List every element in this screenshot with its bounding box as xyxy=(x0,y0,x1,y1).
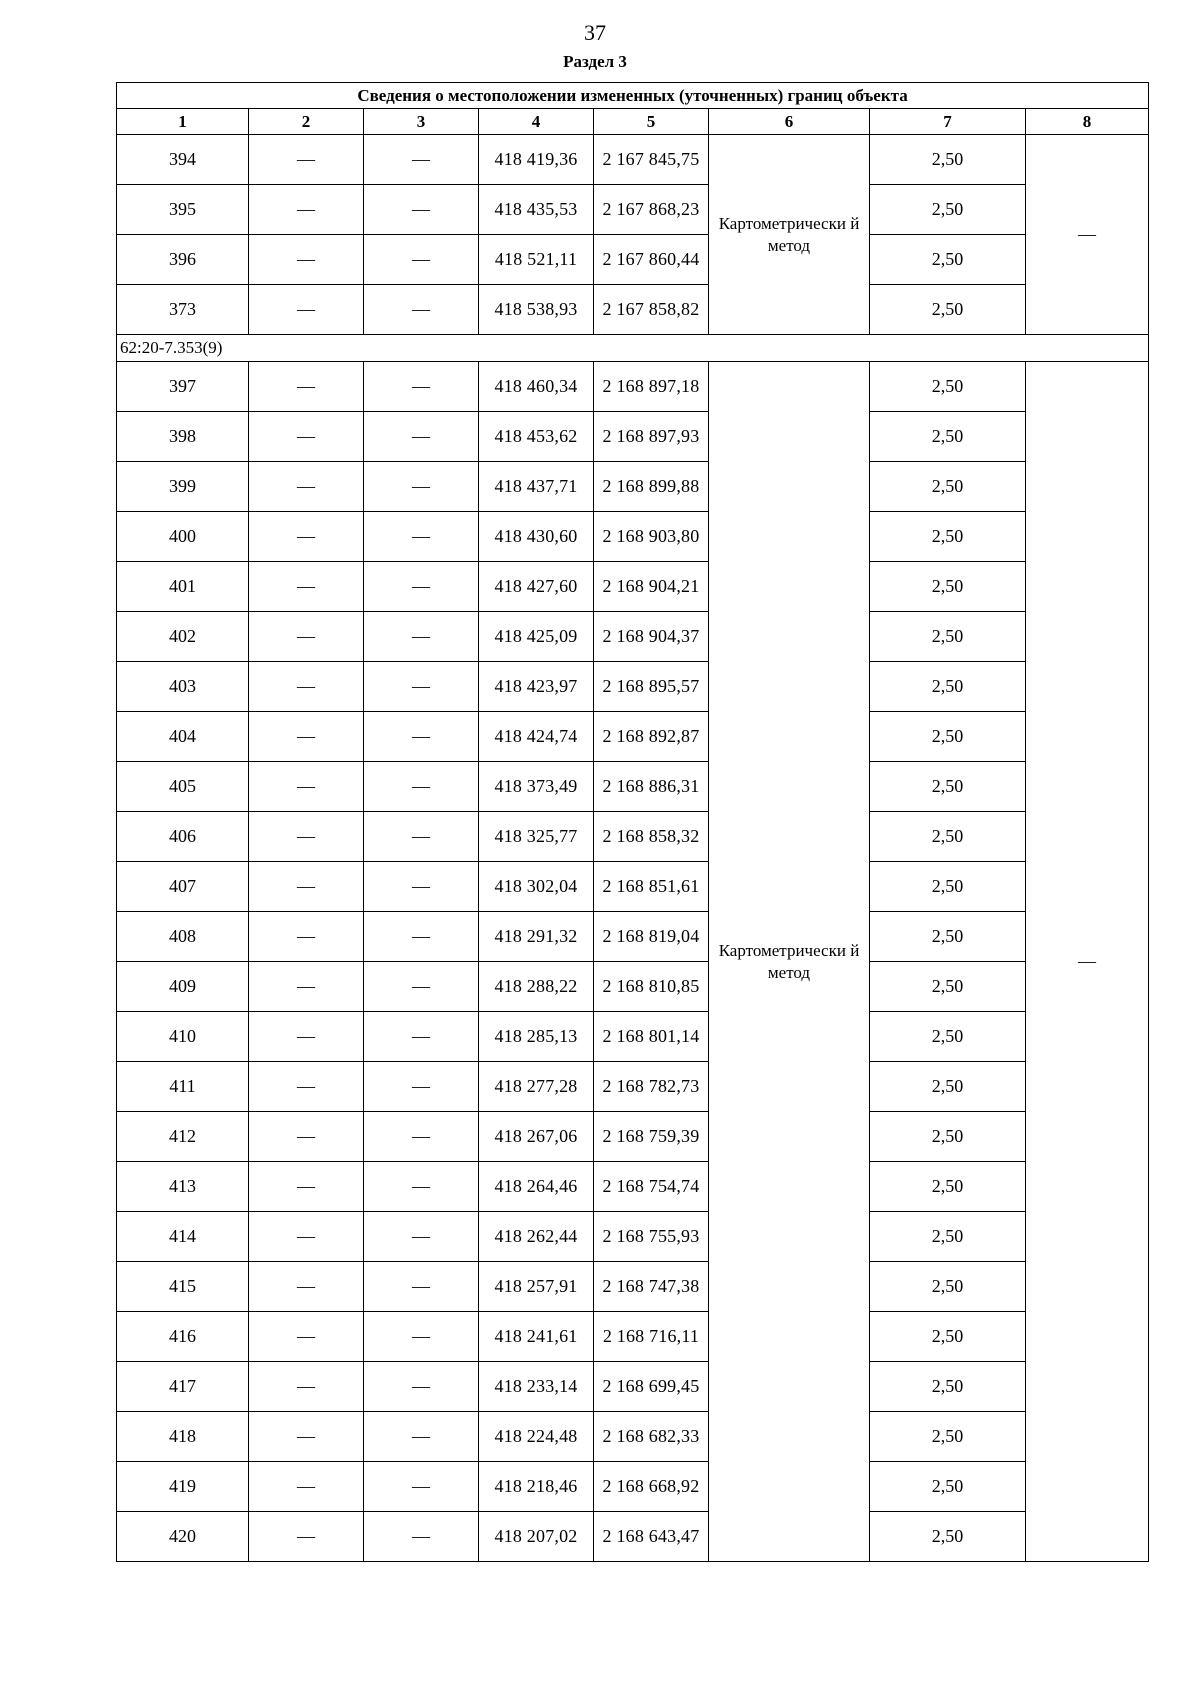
cell-col3: — xyxy=(364,612,479,662)
coord-x-cell: 418 538,93 xyxy=(479,285,594,335)
precision-cell: 2,50 xyxy=(870,1262,1026,1312)
coord-y-cell: 2 167 860,44 xyxy=(594,235,709,285)
coord-x-cell: 418 423,97 xyxy=(479,662,594,712)
table-row xyxy=(117,1412,1149,1462)
point-number-cell: 399 xyxy=(117,462,249,512)
table-row xyxy=(117,962,1149,1012)
table-row xyxy=(117,1462,1149,1512)
method-cell: Картометрически й метод xyxy=(709,135,870,335)
coord-x-cell: 418 435,53 xyxy=(479,185,594,235)
coord-y-cell: 2 168 895,57 xyxy=(594,662,709,712)
cell-col2: — xyxy=(249,1212,364,1262)
cell-col3: — xyxy=(364,1012,479,1062)
table-row xyxy=(117,235,1149,285)
coord-x-cell: 418 257,91 xyxy=(479,1262,594,1312)
point-number-cell: 397 xyxy=(117,362,249,412)
point-number-cell: 412 xyxy=(117,1112,249,1162)
cell-col2: — xyxy=(249,562,364,612)
coord-y-cell: 2 168 747,38 xyxy=(594,1262,709,1312)
coord-x-cell: 418 430,60 xyxy=(479,512,594,562)
precision-cell: 2,50 xyxy=(870,1512,1026,1562)
cell-col2: — xyxy=(249,135,364,185)
cell-col3: — xyxy=(364,1412,479,1462)
cell-col2: — xyxy=(249,1162,364,1212)
coord-y-cell: 2 168 643,47 xyxy=(594,1512,709,1562)
precision-cell: 2,50 xyxy=(870,962,1026,1012)
precision-cell: 2,50 xyxy=(870,1212,1026,1262)
coord-x-cell: 418 224,48 xyxy=(479,1412,594,1462)
coord-x-cell: 418 373,49 xyxy=(479,762,594,812)
point-number-cell: 401 xyxy=(117,562,249,612)
coord-y-cell: 2 168 897,93 xyxy=(594,412,709,462)
cell-col2: — xyxy=(249,285,364,335)
coord-y-cell: 2 168 904,37 xyxy=(594,612,709,662)
cell-col3: — xyxy=(364,1112,479,1162)
precision-cell: 2,50 xyxy=(870,235,1026,285)
coord-x-cell: 418 460,34 xyxy=(479,362,594,412)
cell-col2: — xyxy=(249,412,364,462)
coord-x-cell: 418 302,04 xyxy=(479,862,594,912)
precision-cell: 2,50 xyxy=(870,1412,1026,1462)
table-row xyxy=(117,285,1149,335)
cell-col2: — xyxy=(249,362,364,412)
table-row xyxy=(117,862,1149,912)
cell-col2: — xyxy=(249,762,364,812)
column-header: 4 xyxy=(479,109,594,135)
coord-y-cell: 2 168 759,39 xyxy=(594,1112,709,1162)
table-row xyxy=(117,362,1149,412)
parcel-number: 62:20-7.353(9) xyxy=(117,335,1149,362)
table-row xyxy=(117,1012,1149,1062)
coord-y-cell: 2 168 886,31 xyxy=(594,762,709,812)
cell-col3: — xyxy=(364,812,479,862)
table-row xyxy=(117,1362,1149,1412)
table-row xyxy=(117,1512,1149,1562)
cell-col2: — xyxy=(249,912,364,962)
cell-col3: — xyxy=(364,912,479,962)
point-number-cell: 400 xyxy=(117,512,249,562)
point-number-cell: 406 xyxy=(117,812,249,862)
table-caption: Сведения о местоположении измененных (уточненных) границ объекта xyxy=(117,83,1149,109)
coord-x-cell: 418 207,02 xyxy=(479,1512,594,1562)
coord-x-cell: 418 262,44 xyxy=(479,1212,594,1262)
cell-col2: — xyxy=(249,612,364,662)
cell-col3: — xyxy=(364,1162,479,1212)
point-number-cell: 410 xyxy=(117,1012,249,1062)
precision-cell: 2,50 xyxy=(870,562,1026,612)
column-header: 2 xyxy=(249,109,364,135)
boundary-points-table xyxy=(116,82,1149,1562)
coord-y-cell: 2 168 904,21 xyxy=(594,562,709,612)
table-row xyxy=(117,185,1149,235)
cell-col2: — xyxy=(249,812,364,862)
coord-y-cell: 2 168 668,92 xyxy=(594,1462,709,1512)
precision-cell: 2,50 xyxy=(870,662,1026,712)
precision-cell: 2,50 xyxy=(870,812,1026,862)
coord-y-cell: 2 168 754,74 xyxy=(594,1162,709,1212)
cell-col2: — xyxy=(249,235,364,285)
point-number-cell: 396 xyxy=(117,235,249,285)
precision-cell: 2,50 xyxy=(870,1012,1026,1062)
precision-cell: 2,50 xyxy=(870,762,1026,812)
point-number-cell: 415 xyxy=(117,1262,249,1312)
coord-x-cell: 418 285,13 xyxy=(479,1012,594,1062)
table-row xyxy=(117,812,1149,862)
point-number-cell: 407 xyxy=(117,862,249,912)
section-title: Раздел 3 xyxy=(563,52,627,71)
coord-x-cell: 418 291,32 xyxy=(479,912,594,962)
point-number-cell: 414 xyxy=(117,1212,249,1262)
table-row xyxy=(117,412,1149,462)
cell-col2: — xyxy=(249,1362,364,1412)
coord-y-cell: 2 168 782,73 xyxy=(594,1062,709,1112)
coord-x-cell: 418 218,46 xyxy=(479,1462,594,1512)
table-row xyxy=(117,135,1149,185)
coord-y-cell: 2 168 892,87 xyxy=(594,712,709,762)
precision-cell: 2,50 xyxy=(870,1062,1026,1112)
column-header: 8 xyxy=(1026,109,1149,135)
cell-col3: — xyxy=(364,662,479,712)
coord-y-cell: 2 167 845,75 xyxy=(594,135,709,185)
point-number-cell: 408 xyxy=(117,912,249,962)
column-header: 6 xyxy=(709,109,870,135)
header-row xyxy=(117,109,1149,135)
coord-y-cell: 2 168 682,33 xyxy=(594,1412,709,1462)
coord-x-cell: 418 427,60 xyxy=(479,562,594,612)
point-number-cell: 409 xyxy=(117,962,249,1012)
table-row xyxy=(117,762,1149,812)
table-row xyxy=(117,912,1149,962)
table-row xyxy=(117,612,1149,662)
coord-y-cell: 2 168 819,04 xyxy=(594,912,709,962)
cell-col2: — xyxy=(249,1312,364,1362)
table-row xyxy=(117,1312,1149,1362)
precision-cell: 2,50 xyxy=(870,1162,1026,1212)
coord-x-cell: 418 267,06 xyxy=(479,1112,594,1162)
table-row xyxy=(117,662,1149,712)
precision-cell: 2,50 xyxy=(870,185,1026,235)
cell-col8: — xyxy=(1026,362,1149,1562)
cell-col3: — xyxy=(364,285,479,335)
coord-x-cell: 418 277,28 xyxy=(479,1062,594,1112)
table-row xyxy=(117,712,1149,762)
coord-x-cell: 418 233,14 xyxy=(479,1362,594,1412)
cell-col2: — xyxy=(249,1012,364,1062)
table-row xyxy=(117,1062,1149,1112)
point-number-cell: 413 xyxy=(117,1162,249,1212)
cell-col2: — xyxy=(249,1112,364,1162)
cell-col3: — xyxy=(364,762,479,812)
coord-x-cell: 418 288,22 xyxy=(479,962,594,1012)
point-number-cell: 417 xyxy=(117,1362,249,1412)
precision-cell: 2,50 xyxy=(870,1112,1026,1162)
table-row xyxy=(117,512,1149,562)
point-number-cell: 419 xyxy=(117,1462,249,1512)
table-body xyxy=(117,83,1149,1562)
cell-col3: — xyxy=(364,862,479,912)
point-number-cell: 394 xyxy=(117,135,249,185)
precision-cell: 2,50 xyxy=(870,1312,1026,1362)
coord-y-cell: 2 168 897,18 xyxy=(594,362,709,412)
coord-y-cell: 2 168 716,11 xyxy=(594,1312,709,1362)
precision-cell: 2,50 xyxy=(870,462,1026,512)
cell-col2: — xyxy=(249,862,364,912)
coord-x-cell: 418 453,62 xyxy=(479,412,594,462)
precision-cell: 2,50 xyxy=(870,712,1026,762)
coord-x-cell: 418 241,61 xyxy=(479,1312,594,1362)
cell-col3: — xyxy=(364,562,479,612)
coord-y-cell: 2 168 699,45 xyxy=(594,1362,709,1412)
coord-y-cell: 2 167 858,82 xyxy=(594,285,709,335)
point-number-cell: 418 xyxy=(117,1412,249,1462)
point-number-cell: 420 xyxy=(117,1512,249,1562)
cell-col3: — xyxy=(364,1512,479,1562)
cell-col3: — xyxy=(364,185,479,235)
precision-cell: 2,50 xyxy=(870,1362,1026,1412)
cell-col3: — xyxy=(364,1062,479,1112)
cell-col3: — xyxy=(364,1362,479,1412)
cell-col3: — xyxy=(364,1262,479,1312)
coord-x-cell: 418 325,77 xyxy=(479,812,594,862)
table-row xyxy=(117,1162,1149,1212)
cell-col2: — xyxy=(249,1062,364,1112)
point-number-cell: 416 xyxy=(117,1312,249,1362)
precision-cell: 2,50 xyxy=(870,362,1026,412)
precision-cell: 2,50 xyxy=(870,862,1026,912)
table-row xyxy=(117,1262,1149,1312)
cell-col3: — xyxy=(364,135,479,185)
cell-col2: — xyxy=(249,185,364,235)
precision-cell: 2,50 xyxy=(870,135,1026,185)
coord-x-cell: 418 425,09 xyxy=(479,612,594,662)
column-header: 7 xyxy=(870,109,1026,135)
point-number-cell: 404 xyxy=(117,712,249,762)
coord-y-cell: 2 168 899,88 xyxy=(594,462,709,512)
cell-col3: — xyxy=(364,235,479,285)
coord-y-cell: 2 168 858,32 xyxy=(594,812,709,862)
cell-col2: — xyxy=(249,712,364,762)
coord-x-cell: 418 419,36 xyxy=(479,135,594,185)
cell-col2: — xyxy=(249,512,364,562)
cell-col3: — xyxy=(364,1212,479,1262)
point-number-cell: 395 xyxy=(117,185,249,235)
point-number-cell: 402 xyxy=(117,612,249,662)
point-number-cell: 373 xyxy=(117,285,249,335)
cell-col3: — xyxy=(364,362,479,412)
cell-col3: — xyxy=(364,462,479,512)
coord-x-cell: 418 264,46 xyxy=(479,1162,594,1212)
coord-y-cell: 2 168 801,14 xyxy=(594,1012,709,1062)
coord-y-cell: 2 168 903,80 xyxy=(594,512,709,562)
subtitle-row xyxy=(117,335,1149,362)
point-number-cell: 403 xyxy=(117,662,249,712)
cell-col2: — xyxy=(249,1262,364,1312)
table-row xyxy=(117,562,1149,612)
precision-cell: 2,50 xyxy=(870,912,1026,962)
coord-x-cell: 418 521,11 xyxy=(479,235,594,285)
cell-col3: — xyxy=(364,712,479,762)
page-number: 37 xyxy=(584,20,606,45)
table-row xyxy=(117,1112,1149,1162)
precision-cell: 2,50 xyxy=(870,612,1026,662)
precision-cell: 2,50 xyxy=(870,412,1026,462)
cell-col3: — xyxy=(364,1462,479,1512)
point-number-cell: 411 xyxy=(117,1062,249,1112)
column-header: 3 xyxy=(364,109,479,135)
cell-col2: — xyxy=(249,1512,364,1562)
point-number-cell: 398 xyxy=(117,412,249,462)
cell-col2: — xyxy=(249,662,364,712)
point-number-cell: 405 xyxy=(117,762,249,812)
coord-x-cell: 418 424,74 xyxy=(479,712,594,762)
column-header: 5 xyxy=(594,109,709,135)
cell-col8: — xyxy=(1026,135,1149,335)
cell-col2: — xyxy=(249,462,364,512)
coord-y-cell: 2 167 868,23 xyxy=(594,185,709,235)
method-cell: Картометрически й метод xyxy=(709,362,870,1562)
cell-col2: — xyxy=(249,962,364,1012)
coord-y-cell: 2 168 810,85 xyxy=(594,962,709,1012)
cell-col2: — xyxy=(249,1412,364,1462)
coord-x-cell: 418 437,71 xyxy=(479,462,594,512)
precision-cell: 2,50 xyxy=(870,512,1026,562)
precision-cell: 2,50 xyxy=(870,285,1026,335)
precision-cell: 2,50 xyxy=(870,1462,1026,1512)
cell-col3: — xyxy=(364,962,479,1012)
cell-col3: — xyxy=(364,412,479,462)
cell-col3: — xyxy=(364,512,479,562)
cell-col2: — xyxy=(249,1462,364,1512)
cell-col3: — xyxy=(364,1312,479,1362)
table-row xyxy=(117,462,1149,512)
column-header: 1 xyxy=(117,109,249,135)
coord-y-cell: 2 168 755,93 xyxy=(594,1212,709,1262)
table-row xyxy=(117,1212,1149,1262)
coord-y-cell: 2 168 851,61 xyxy=(594,862,709,912)
